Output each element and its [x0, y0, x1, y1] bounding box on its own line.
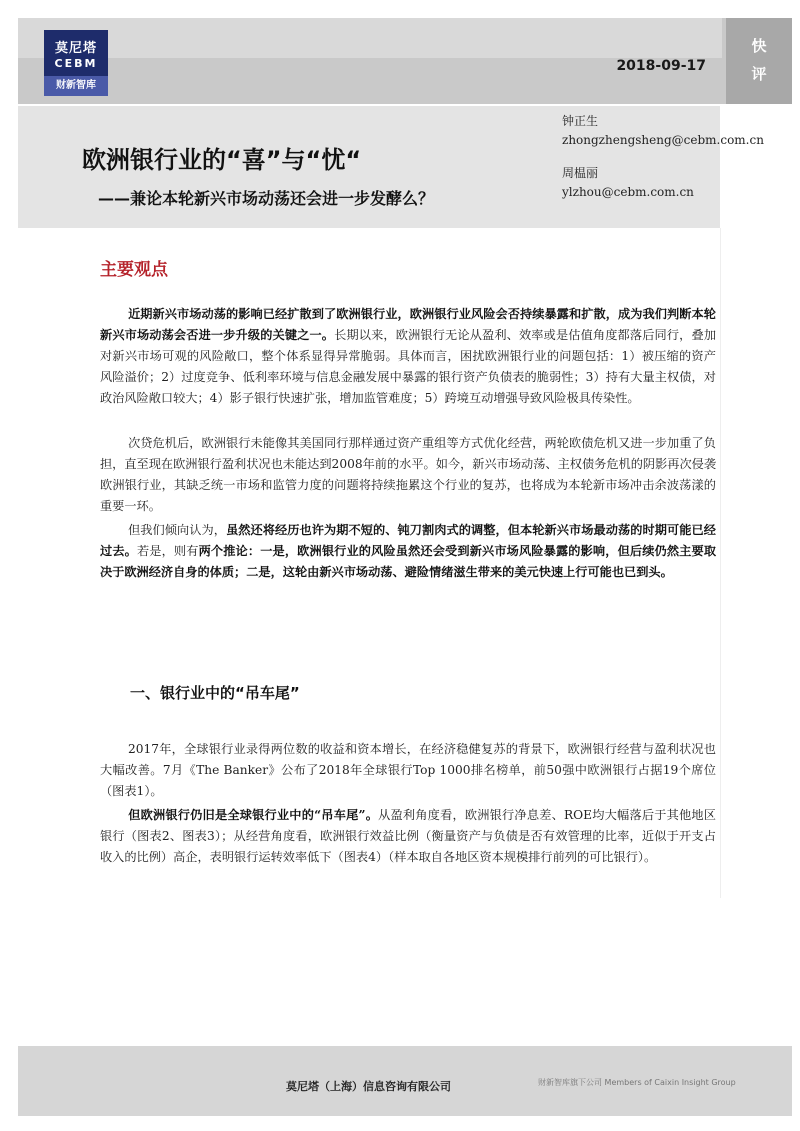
summary-p3-a: 但我们倾向认为， — [128, 523, 227, 537]
author-block — [562, 112, 764, 202]
author-name: 周榅丽 — [562, 166, 599, 180]
author-name: 钟正生 — [562, 114, 599, 128]
header-stripe — [18, 18, 722, 58]
summary-p3-c: 若是，则有 — [136, 544, 199, 558]
section-1-paragraph-2 — [100, 805, 716, 868]
report-type-tag — [726, 18, 792, 104]
section-1-paragraph-1 — [100, 739, 716, 802]
logo-subtext: 财新智库 — [44, 76, 108, 96]
summary-p3-d: 两个推论：一是，欧洲银行业的风险虽然还会受到新兴市场风险暴露的影响，但后续仍然主要取决于欧洲经济自身的体质；二是，这轮由新兴市场动荡、避险情绪滋生带来的美元快速上行可能也已到头。 — [100, 544, 717, 579]
company-logo — [44, 30, 108, 96]
logo-text-en: CEBM — [54, 57, 98, 70]
summary-p3-b: 虽然还将经历也许为期不短的、钝刀割肉式的调整，但本轮新兴市场最动荡的时期可能已经过去。 — [100, 523, 716, 558]
side-rule — [720, 228, 721, 898]
report-subtitle: ——兼论本轮新兴市场动荡还会进一步发酵么？ — [98, 189, 435, 208]
report-title: 欧洲银行业的“喜”与“忧“ — [82, 146, 362, 174]
summary-p2-text: 次贷危机后，欧洲银行未能像其美国同行那样通过资产重组等方式优化经营，两轮欧债危机又进一步加重了负担，直至现在欧洲银行盈利状况也未能达到2008年前的水平。如今，新兴市场动荡、主权债务危机的阴影再次侵袭欧洲银行业，其缺乏统一市场和监管力度的问题将持续拖累这个行业的复苏，也将成为本轮新市场冲击余波荡漾的重要一环。 — [100, 436, 717, 513]
page-footer — [18, 1046, 792, 1116]
footer-note: 财新智库旗下公司 Members of Caixin Insight Group — [538, 1078, 736, 1087]
author-email: ylzhou@cebm.com.cn — [562, 185, 694, 199]
tag-line-1: 快 — [751, 37, 767, 55]
section-1-heading: 一、银行业中的“吊车尾” — [130, 684, 300, 702]
summary-paragraph-3 — [100, 520, 716, 583]
summary-paragraph-2 — [100, 433, 716, 517]
summary-p1-bold: 近期新兴市场动荡的影响已经扩散到了欧洲银行业，欧洲银行业风险会否持续暴露和扩散，成为我们判断本轮新兴市场动荡会否进一步升级的关键之一。 — [100, 307, 716, 342]
footer-company: 莫尼塔（上海）信息咨询有限公司 — [286, 1080, 451, 1093]
section-1-p2-bold: 但欧洲银行仍旧是全球银行业中的“吊车尾”。 — [128, 808, 379, 822]
section-1-p1-text: 2017年，全球银行业录得两位数的收益和资本增长，在经济稳健复苏的背景下，欧洲银行经营与盈利状况也大幅改善。7月《The Banker》公布了2018年全球银行Top 1000排名榜单，前50强中欧洲银行占据19个席位（图表1）。 — [100, 742, 716, 798]
section-1-p2-text: 从盈利角度看，欧洲银行净息差、ROE均大幅落后于其他地区银行（图表2、图表3）；从经营角度看，欧洲银行效益比例（衡量资产与负债是否有效管理的比率，近似于开支占收入的比例）高企，表明银行运转效率低下（图表4）（样本取自各地区资本规模排行前列的可比银行）。 — [100, 808, 716, 864]
logo-text-cn: 莫尼塔 — [54, 41, 97, 56]
author-email: zhongzhengsheng@cebm.com.cn — [562, 133, 764, 147]
header-band — [18, 18, 792, 104]
summary-p1-text: 长期以来，欧洲银行无论从盈利、效率或是估值角度都落后同行，叠加对新兴市场可观的风险敞口，整个体系显得异常脆弱。具体而言，困扰欧洲银行业的问题包括：1）被压缩的资产风险溢价；2）过度竞争、低利率环境与信息金融发展中暴露的银行资产负债表的脆弱性；3）持有大量主权债，对政治风险敞口较大；4）影子银行快速扩张，增加监管难度；5）跨境互动增强导致风险极具传染性。 — [100, 328, 717, 405]
summary-heading: 主要观点 — [100, 260, 168, 280]
summary-paragraph-1 — [100, 304, 716, 409]
report-date: 2018-09-17 — [616, 58, 706, 74]
tag-line-2: 评 — [751, 65, 767, 83]
